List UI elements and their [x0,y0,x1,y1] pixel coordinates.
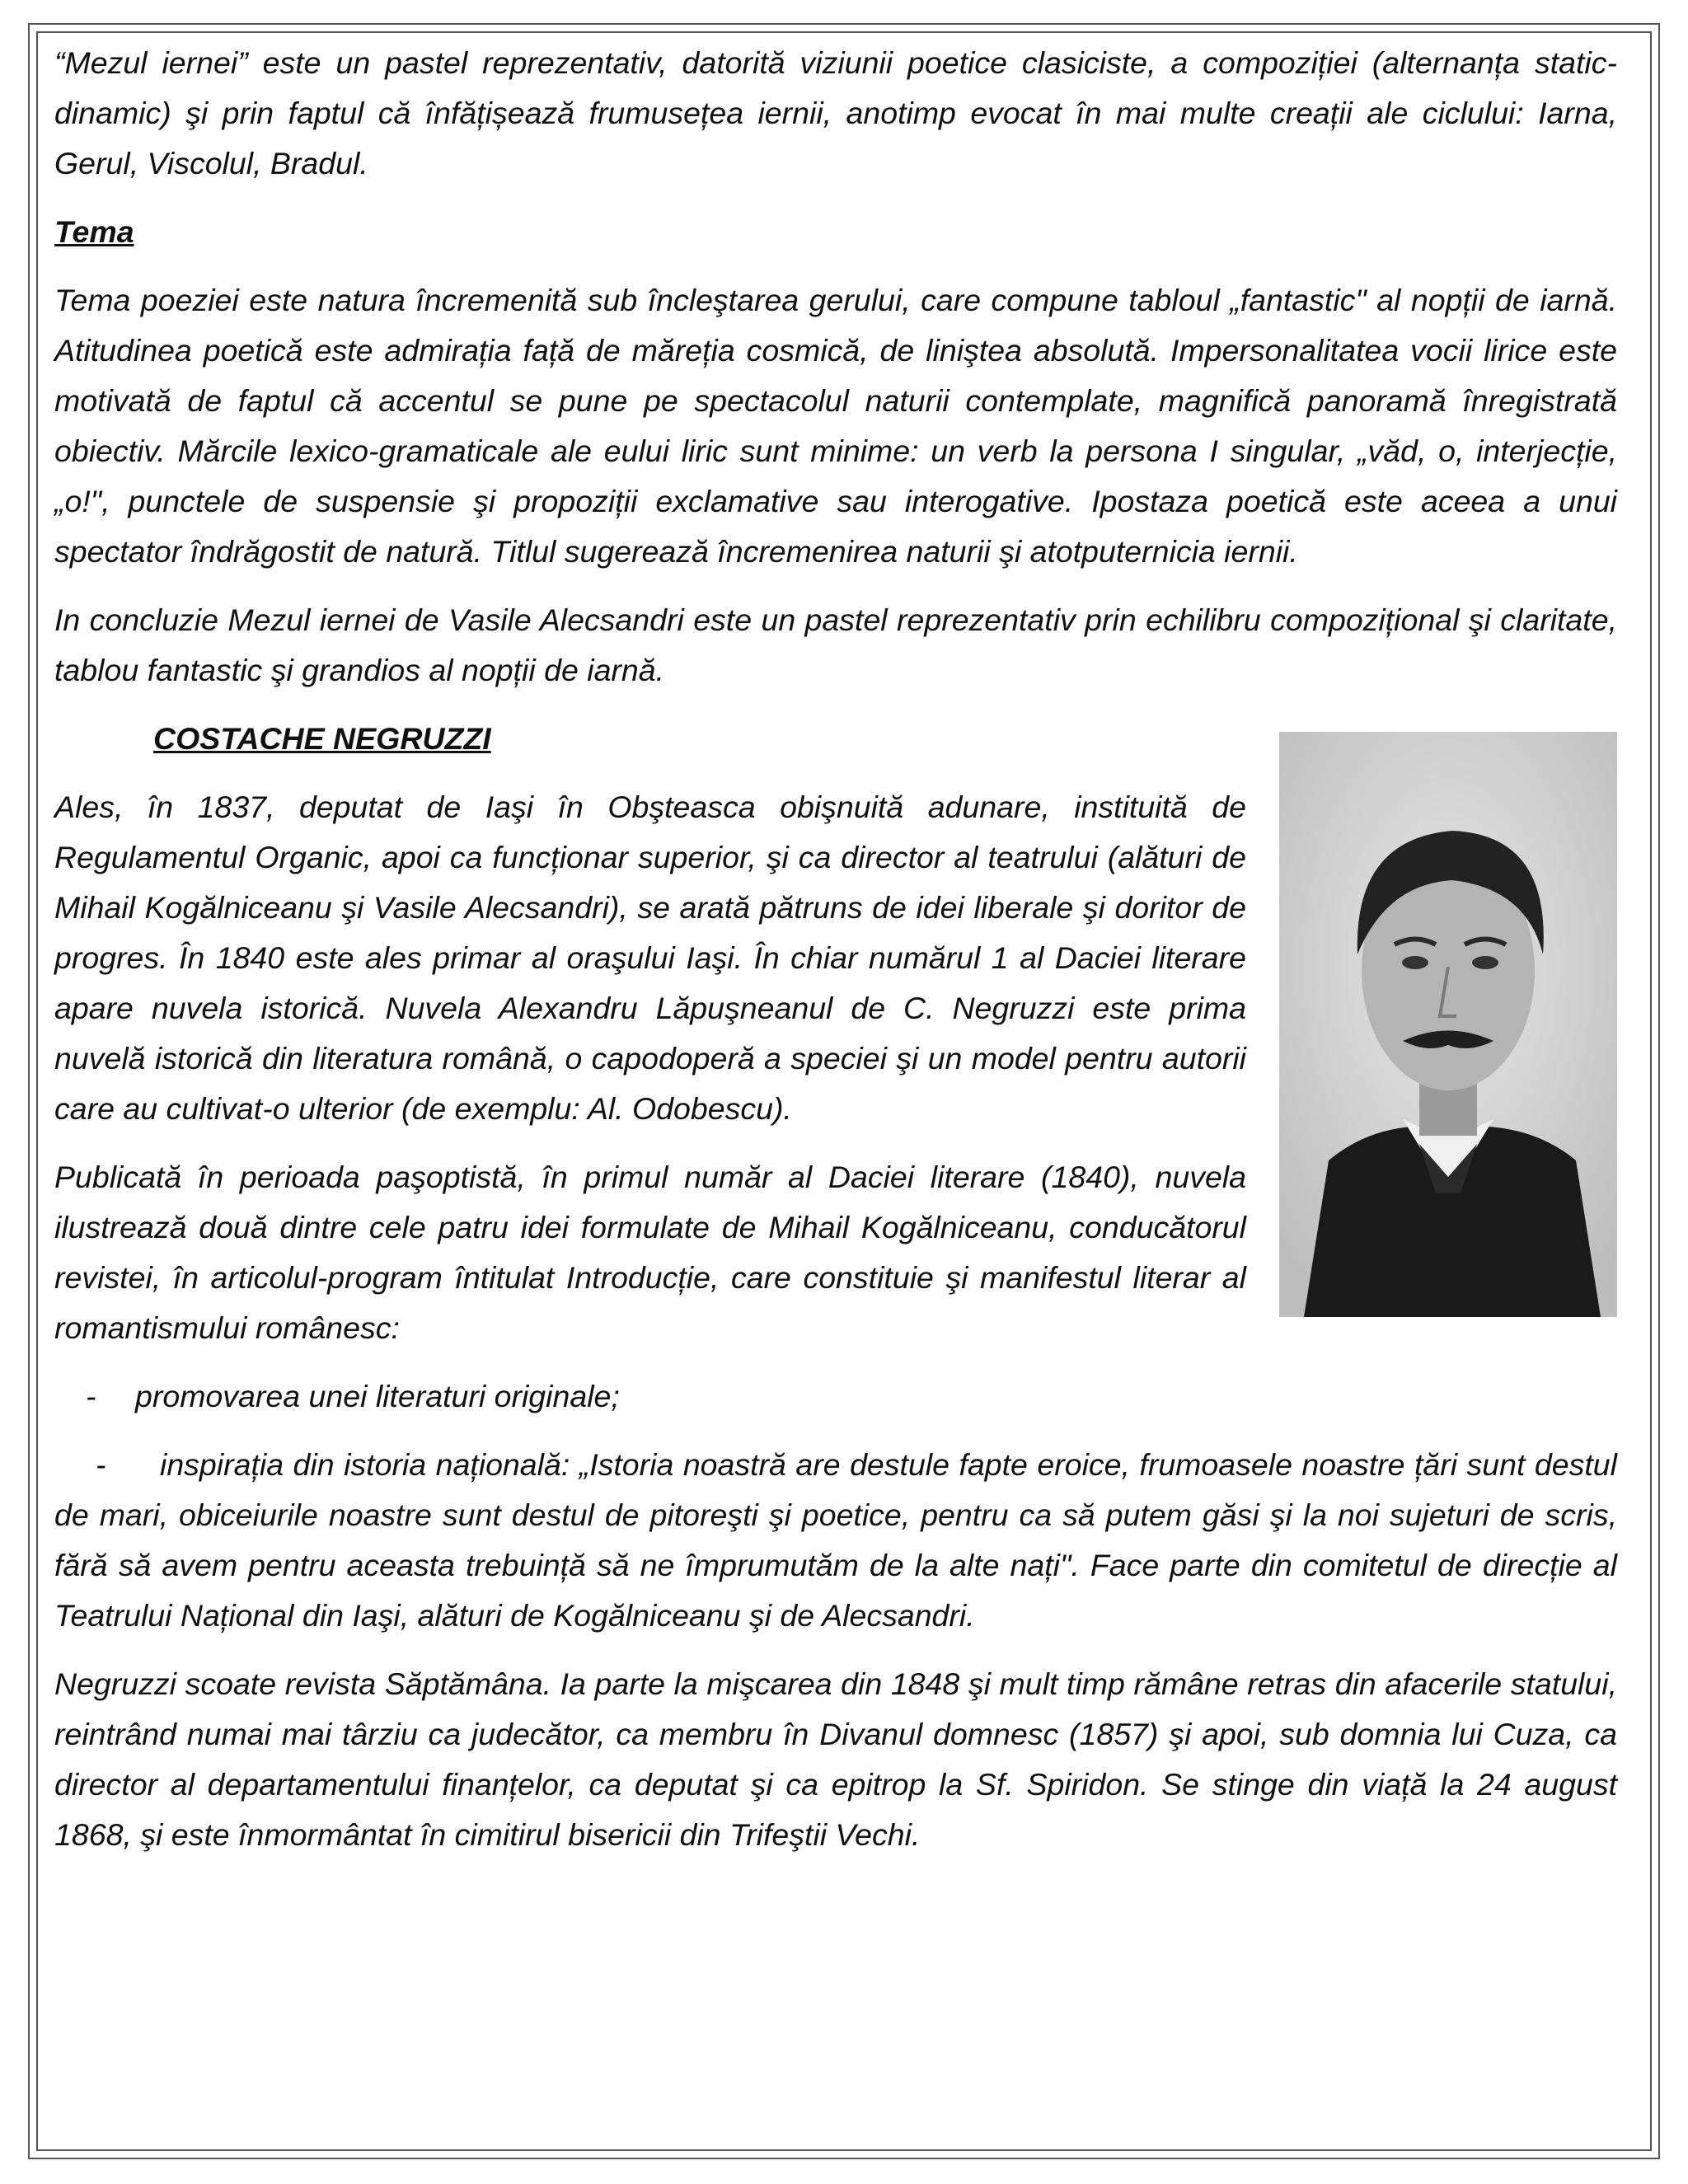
tema-paragraph: Tema poeziei este natura încremenită sub încleştarea gerului, care compune tabloul „fantastic" al nopții de iarnă. Atitudinea poetică este admirația față de măreția cosmică, de liniştea absolută. Impersonalitatea vocii lirice este motivată de faptul că accentul se pune pe spectacolul naturii contemplate, magnifică panoramă înregistrată obiectiv. Mărcile lexico-gramaticale ale eului liric sunt minime: un verb la persona I singular, „văd, o, interjecție, „o!", punctele de suspensie şi propoziții exclamative sau interogative. Ipostaza poetică este aceea a unui spectator îndrăgostit de natură. Titlul sugerează încremenirea naturii şi atotputernicia iernii. [54,283,1617,569]
negruzzi-paragraph-2: Publicată în perioada paşoptistă, în primul număr al Daciei literare (1840), nuvela ilustrează două dintre cele patru idei formulate de Mihail Kogălniceanu, conducătorul revistei, în articolul-program întitulat Introducție, care constituie şi manifestul literar al romantismului românesc: [54,1160,1246,1345]
tema-heading: Tema [54,214,134,249]
bullet-text-1: promovarea unei literaturi originale; [135,1379,620,1413]
concluzie-paragraph: In concluzie Mezul iernei de Vasile Alecsandri este un pastel reprezentativ prin echilibru compozițional şi claritate, tablou fantastic şi grandios al nopții de iarnă. [54,602,1617,687]
portrait-photo [1279,732,1617,1317]
portrait-illustration [1279,732,1617,1317]
bullet-item-2 [54,1440,1617,1641]
bullet-item-1 [54,1371,1617,1422]
negruzzi-paragraph-1: Ales, în 1837, deputat de Iaşi în Obşteasca obişnuită adunare, instituită de Regulamentul Organic, apoi ca funcționar superior, şi ca director al teatrului (alături de Mihail Kogălniceanu şi Vasile Alecsandri), se arată pătruns de idei liberale şi doritor de progres. În 1840 este ales primar al oraşului Iaşi. În chiar numărul 1 al Daciei literare apare nuvela istorică. Nuvela Alexandru Lăpuşneanul de C. Negruzzi este prima nuvelă istorică din literatura română, o capodoperă a speciei şi un model pentru autorii care au cultivat-o ulterior (de exemplu: Al. Odobescu). [54,790,1246,1126]
bullet-text-2: inspirația din istoria națională: „Istoria noastră are destule fapte eroice, frumoasele noastre țări sunt destul de mari, obiceiurile noastre sunt destul de pitoreşti şi poetice, pentru ca să putem găsi şi la noi sujeturi de scris, fără să avem pentru aceasta trebuință să ne împrumutăm de la alte nați". Face parte din comitetul de direcție al Teatrului Național din Iaşi, alături de Kogălniceanu şi de Alecsandri. [54,1447,1617,1633]
document-body [54,38,1617,1878]
negruzzi-paragraph-3: Negruzzi scoate revista Săptămâna. Ia parte la mişcarea din 1848 şi mult timp rămâne retras din afacerile statului, reintrând numai mai târziu ca judecător, ca membru în Divanul domnesc (1857) şi apoi, sub domnia lui Cuza, ca director al departamentului finanțelor, ca deputat şi ca epitrop la Sf. Spiridon. Se stinge din viață la 24 august 1868, şi este înmormântat în cimitirul bisericii din Trifeştii Vechi. [54,1666,1617,1852]
bullet-dash: - [96,1447,106,1482]
intro-paragraph: “Mezul iernei” este un pastel reprezentativ, datorită viziunii poetice clasiciste, a compoziției (alternanța static-dinamic) şi prin faptul că înfățișează frumusețea iernii, anotimp evocat în mai multe creații ale ciclului: Iarna, Gerul, Viscolul, Bradul. [54,45,1617,180]
bullet-dash: - [86,1379,96,1413]
negruzzi-heading: COSTACHE NEGRUZZI [153,721,491,756]
